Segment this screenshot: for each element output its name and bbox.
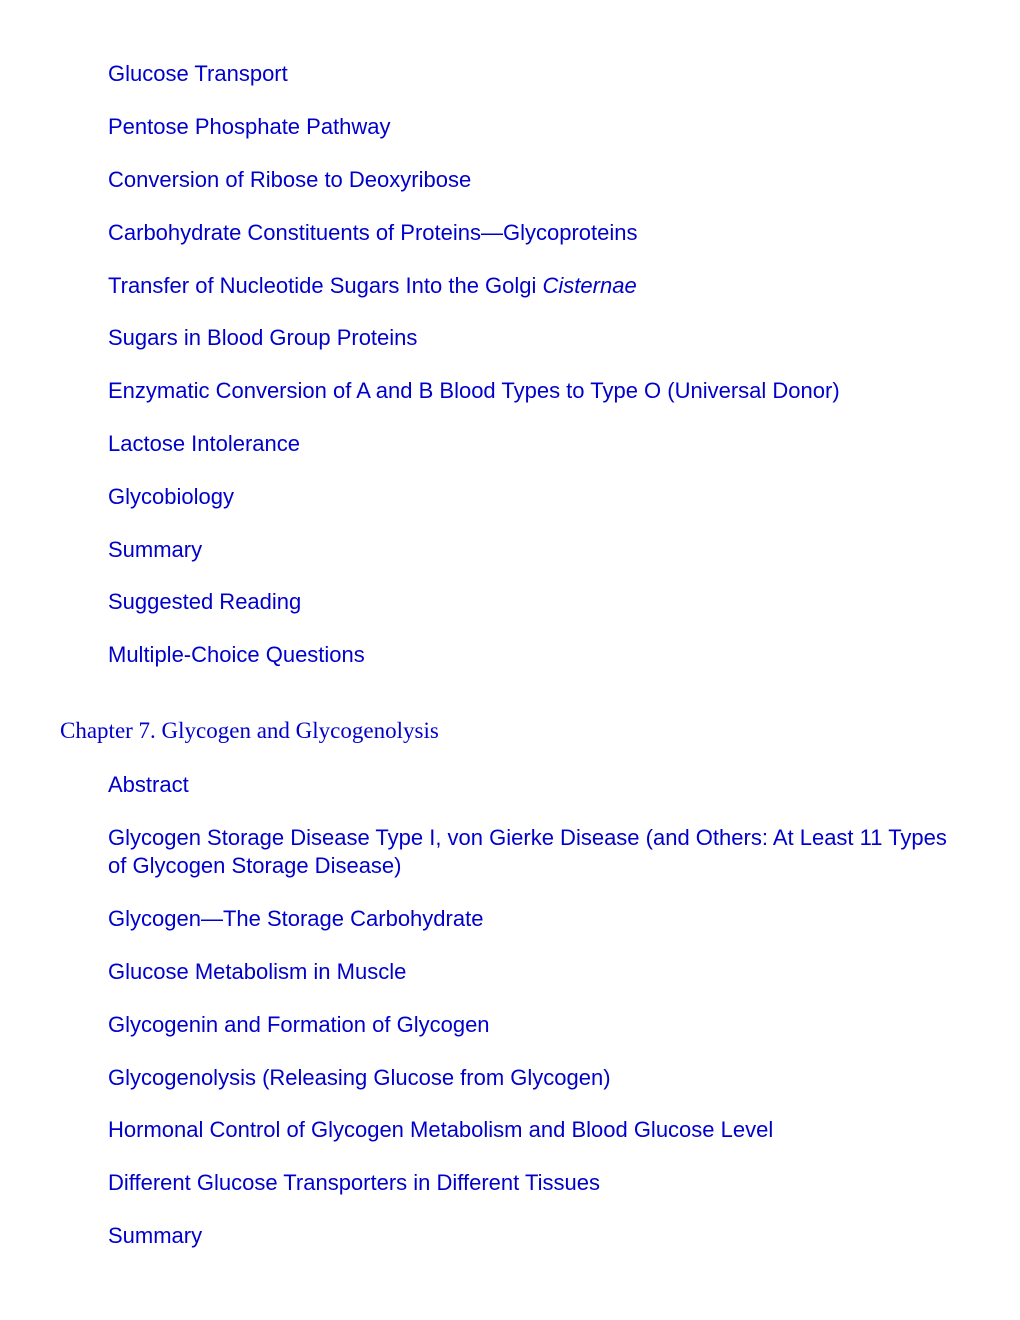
toc-link-lactose-intolerance[interactable]: Lactose Intolerance: [108, 431, 301, 456]
toc-link-hormonal-control[interactable]: Hormonal Control of Glycogen Metabolism and Blood Glucose Level: [108, 1117, 774, 1142]
toc-link-text: Transfer of Nucleotide Sugars Into the Golgi: [108, 273, 543, 298]
toc-link-glycogenolysis[interactable]: Glycogenolysis (Releasing Glucose from Glycogen): [108, 1065, 611, 1090]
toc-link-nucleotide-sugars-golgi[interactable]: [108, 272, 968, 300]
toc-link-suggested-reading[interactable]: Suggested Reading: [108, 589, 302, 614]
toc-link-italic-text: Cisternae: [542, 273, 637, 298]
toc-link-glycobiology[interactable]: Glycobiology: [108, 484, 234, 509]
toc-link-glycoproteins[interactable]: Carbohydrate Constituents of Proteins—Glycoproteins: [108, 220, 638, 245]
toc-link-glycogen-storage-disease[interactable]: Glycogen Storage Disease Type I, von Gierke Disease (and Others: At Least 11 Types of Glycogen Storage Disease): [108, 825, 947, 878]
toc-link-chapter-7-summary[interactable]: Summary: [108, 1223, 203, 1248]
toc-link-glucose-transporters-tissues[interactable]: Different Glucose Transporters in Different Tissues: [108, 1170, 600, 1195]
toc-link-glucose-metabolism-muscle[interactable]: Glucose Metabolism in Muscle: [108, 959, 407, 984]
toc-link-multiple-choice-questions[interactable]: Multiple-Choice Questions: [108, 642, 365, 667]
toc-link-glycogen-storage-carbohydrate[interactable]: Glycogen—The Storage Carbohydrate: [108, 906, 484, 931]
toc-link-glucose-transport[interactable]: Glucose Transport: [108, 61, 288, 86]
toc-link-abstract[interactable]: Abstract: [108, 772, 189, 797]
toc-link-glycogenin-formation[interactable]: Glycogenin and Formation of Glycogen: [108, 1012, 490, 1037]
toc-link-summary[interactable]: Summary: [108, 537, 203, 562]
toc-link-enzymatic-conversion-blood-types[interactable]: Enzymatic Conversion of A and B Blood Types to Type O (Universal Donor): [108, 378, 840, 403]
toc-link-sugars-blood-group[interactable]: Sugars in Blood Group Proteins: [108, 325, 418, 350]
toc-link-pentose-phosphate-pathway[interactable]: Pentose Phosphate Pathway: [108, 114, 391, 139]
toc-link-ribose-to-deoxyribose[interactable]: Conversion of Ribose to Deoxyribose: [108, 167, 472, 192]
chapter-7-heading[interactable]: Chapter 7. Glycogen and Glycogenolysis: [60, 718, 439, 743]
